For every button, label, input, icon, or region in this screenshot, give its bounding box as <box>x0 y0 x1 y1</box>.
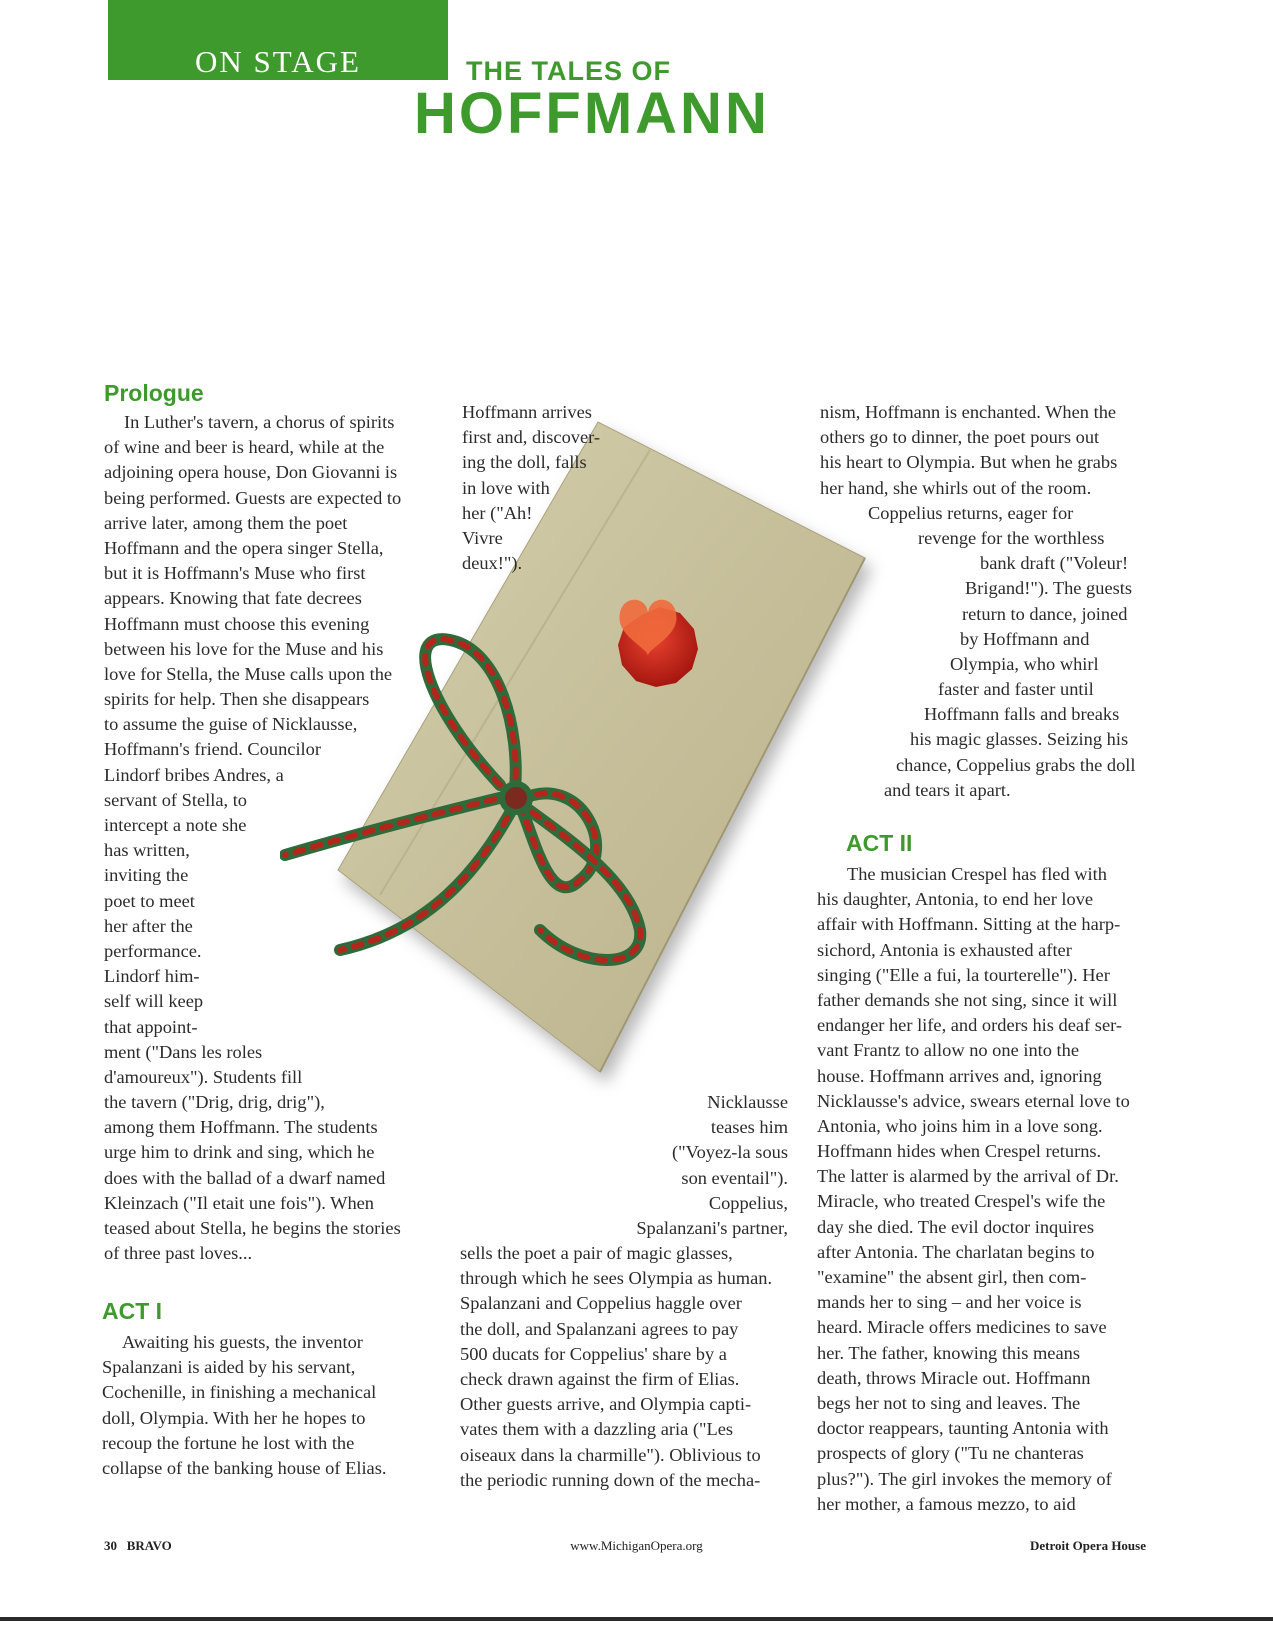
text-line: Lindorf bribes Andres, a <box>104 764 284 785</box>
text-line: to assume the guise of Nicklausse, <box>104 714 358 735</box>
text-line: singing ("Elle a fui, la tourterelle"). Her <box>817 964 1110 985</box>
text-line: after Antonia. The charlatan begins to <box>817 1241 1095 1262</box>
text-line: ment ("Dans les roles <box>104 1041 263 1062</box>
text-line: father demands she not sing, since it will <box>817 989 1118 1010</box>
text-line: through which he sees Olympia as human. <box>460 1268 773 1289</box>
act1-text <box>102 1330 386 1481</box>
text-line: begs her not to sing and leaves. The <box>817 1392 1081 1413</box>
act2-text <box>817 862 1130 1517</box>
text-line: sichord, Antonia is exhausted after <box>817 939 1072 960</box>
text-line: the tavern ("Drig, drig, drig"), <box>104 1092 325 1113</box>
text-line: her hand, she whirls out of the room. <box>820 477 1092 498</box>
text-line: self will keep <box>104 991 204 1012</box>
text-line: the doll, and Spalanzani agrees to pay <box>460 1318 739 1339</box>
act2-heading: ACT II <box>846 830 913 856</box>
text-line: sells the poet a pair of magic glasses, <box>460 1243 733 1263</box>
text-line: Nicklausse <box>707 1092 788 1112</box>
text-line: plus?"). The girl invokes the memory of <box>817 1468 1112 1489</box>
text-line: In Luther's tavern, a chorus of spirits <box>124 412 395 432</box>
text-line: vates them with a dazzling aria ("Les <box>460 1419 734 1440</box>
text-line: doll, Olympia. With her he hopes to <box>102 1407 366 1428</box>
text-line: Hoffmann falls and breaks <box>924 704 1120 725</box>
bottom-rule <box>0 1617 1273 1621</box>
col2-mid-text <box>636 1090 788 1241</box>
text-line: his heart to Olympia. But when he grabs <box>820 452 1118 473</box>
text-line: and tears it apart. <box>884 779 1011 800</box>
text-line: d'amoureux"). Students fill <box>104 1066 303 1087</box>
prologue-text <box>104 410 401 1266</box>
text-line: heard. Miracle offers medicines to save <box>817 1317 1107 1338</box>
col2-bottom-text <box>460 1241 772 1493</box>
text-line: Hoffmann's friend. Councilor <box>104 739 321 760</box>
venue-name: Detroit Opera House <box>1029 1538 1146 1553</box>
text-line: The musician Crespel has fled with <box>847 864 1107 884</box>
envelope <box>338 422 865 1072</box>
text-line: intercept a note she <box>104 815 247 835</box>
text-line: Awaiting his guests, the inventor <box>122 1332 363 1352</box>
text-line: his daughter, Antonia, to end her love <box>817 889 1094 910</box>
text-line: return to dance, joined <box>962 603 1128 624</box>
text-line: nism, Hoffmann is enchanted. When the <box>820 402 1117 422</box>
text-line: by Hoffmann and <box>960 628 1090 649</box>
text-line: of three past loves... <box>104 1243 253 1264</box>
text-line: revenge for the worthless <box>918 527 1105 548</box>
text-line: affair with Hoffmann. Sitting at the harp- <box>817 914 1121 935</box>
text-line: first and, discover- <box>462 427 601 448</box>
text-line: of wine and beer is heard, while at the <box>104 437 385 458</box>
text-line: chance, Coppelius grabs the doll <box>896 754 1136 775</box>
text-line: day she died. The evil doctor inquires <box>817 1216 1094 1237</box>
text-line: teases him <box>710 1117 788 1138</box>
text-line: her mother, a famous mezzo, to aid <box>817 1493 1076 1514</box>
text-line: her after the <box>104 915 193 936</box>
text-line: prospects of glory ("Tu ne chanteras <box>817 1443 1084 1464</box>
text-line: The latter is alarmed by the arrival of Dr. <box>817 1166 1119 1187</box>
text-line: Kleinzach ("Il etait une fois"). When <box>104 1192 374 1213</box>
text-line: Spalanzani and Coppelius haggle over <box>460 1293 742 1314</box>
text-line: the periodic running down of the mecha- <box>460 1469 761 1490</box>
page-title: HOFFMANN <box>414 81 770 146</box>
text-line: performance. <box>104 940 202 961</box>
text-line: Nicklausse's advice, swears eternal love to <box>817 1090 1130 1111</box>
text-line: being performed. Guests are expected to <box>104 487 402 508</box>
text-line: Hoffmann hides when Crespel returns. <box>817 1141 1102 1162</box>
text-line: inviting the <box>104 865 189 886</box>
text-line: her ("Ah! <box>462 502 533 523</box>
text-line: endanger her life, and orders his deaf ser- <box>817 1015 1122 1036</box>
text-line: deux!"). <box>462 553 523 574</box>
act1-heading: ACT I <box>102 1298 163 1324</box>
text-line: Other guests arrive, and Olympia capti- <box>460 1394 752 1415</box>
text-line: urge him to drink and sing, which he <box>104 1142 375 1163</box>
text-line: her. The father, knowing this means <box>817 1342 1080 1363</box>
text-line: Coppelius returns, eager for <box>868 502 1074 523</box>
text-line: "examine" the absent girl, then com- <box>817 1267 1087 1287</box>
text-line: faster and faster until <box>938 679 1094 700</box>
text-line: spirits for help. Then she disappears <box>104 689 370 710</box>
text-line: among them Hoffmann. The students <box>104 1117 378 1138</box>
website-url: www.MichiganOpera.org <box>570 1538 703 1553</box>
text-line: mands her to sing – and her voice is <box>817 1292 1082 1313</box>
text-line: Spalanzani is aided by his servant, <box>102 1357 356 1378</box>
text-line: collapse of the banking house of Elias. <box>102 1457 387 1478</box>
text-line: ing the doll, falls <box>462 452 587 473</box>
text-line: Hoffmann must choose this evening <box>104 613 370 634</box>
col2-top-text <box>462 400 600 576</box>
text-line: Hoffmann and the opera singer Stella, <box>104 537 384 558</box>
text-line: oiseaux dans la charmille"). Oblivious to <box>460 1444 761 1465</box>
text-line: Spalanzani's partner, <box>636 1217 788 1238</box>
text-line: Coppelius, <box>708 1192 788 1213</box>
text-line: between his love for the Muse and his <box>104 638 384 659</box>
text-line: doctor reappears, taunting Antonia with <box>817 1418 1109 1439</box>
text-line: Lindorf him- <box>104 966 200 987</box>
text-line: ("Voyez-la sous <box>672 1142 788 1163</box>
text-line: but it is Hoffmann's Muse who first <box>104 563 366 584</box>
text-line: Brigand!"). The guests <box>965 578 1133 599</box>
text-line: others go to dinner, the poet pours out <box>820 427 1100 448</box>
text-line: has written, <box>104 840 190 861</box>
text-line: Cochenille, in finishing a mechanical <box>102 1382 377 1403</box>
col3-top-text <box>820 400 1136 803</box>
text-line: death, throws Miracle out. Hoffmann <box>817 1367 1091 1388</box>
text-line: in love with <box>462 477 550 498</box>
section-label: ON STAGE <box>195 44 361 79</box>
text-line: Hoffmann arrives <box>462 402 592 422</box>
text-line: Antonia, who joins him in a love song. <box>817 1115 1103 1136</box>
text-line: poet to meet <box>104 890 195 911</box>
text-line: recoup the fortune he lost with the <box>102 1432 355 1453</box>
text-line: adjoining opera house, Don Giovanni is <box>104 462 398 483</box>
text-line: Vivre <box>462 527 503 548</box>
text-line: vant Frantz to allow no one into the <box>817 1040 1080 1061</box>
text-line: son eventail"). <box>681 1167 788 1188</box>
page-number: 30 <box>104 1538 117 1553</box>
prologue-heading: Prologue <box>104 380 204 406</box>
text-line: his magic glasses. Seizing his <box>910 729 1129 750</box>
text-line: servant of Stella, to <box>104 789 248 810</box>
text-line: love for Stella, the Muse calls upon the <box>104 663 393 684</box>
text-line: house. Hoffmann arrives and, ignoring <box>817 1065 1102 1086</box>
text-line: appears. Knowing that fate decrees <box>104 588 362 609</box>
text-line: 500 ducats for Coppelius' share by a <box>460 1343 727 1364</box>
title-kicker: THE TALES OF <box>466 56 671 86</box>
text-line: check drawn against the firm of Elias. <box>460 1368 740 1389</box>
text-line: teased about Stella, he begins the stories <box>104 1218 401 1238</box>
text-line: Olympia, who whirl <box>950 653 1099 674</box>
text-line: Miracle, who treated Crespel's wife the <box>817 1191 1106 1212</box>
text-line: that appoint- <box>104 1016 198 1037</box>
section-banner <box>108 0 448 80</box>
magazine-name: BRAVO <box>126 1538 172 1553</box>
text-line: bank draft ("Voleur! <box>980 553 1129 574</box>
text-line: arrive later, among them the poet <box>104 512 348 533</box>
text-line: does with the ballad of a dwarf named <box>104 1167 386 1188</box>
